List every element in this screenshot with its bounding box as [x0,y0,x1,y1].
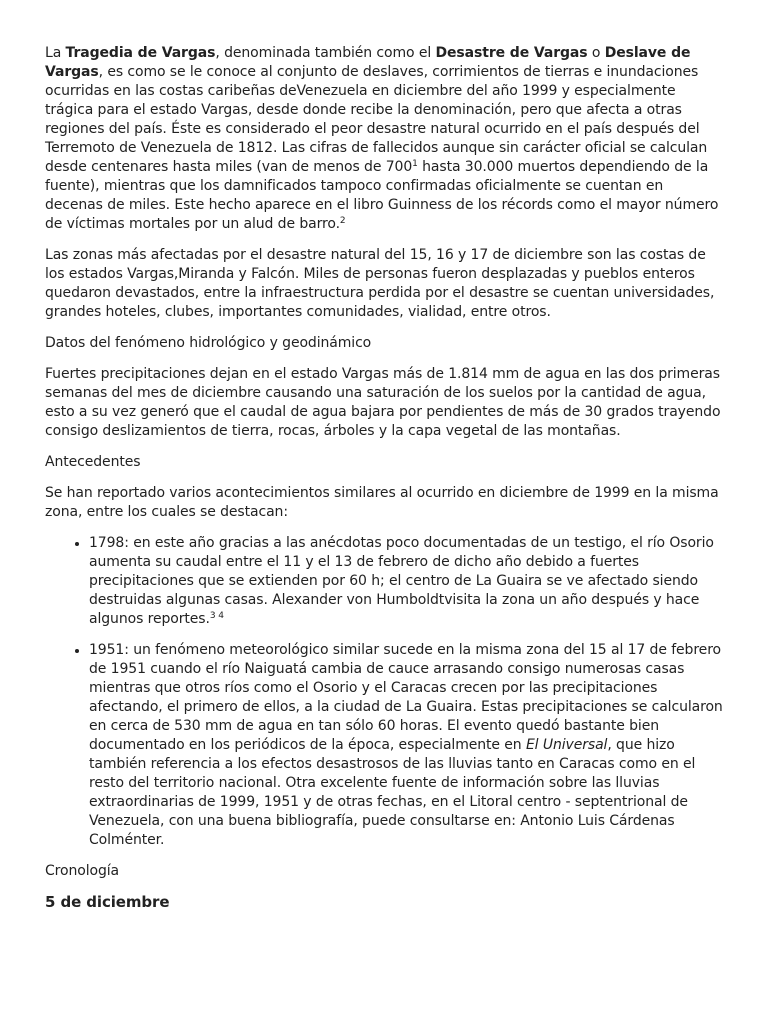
intro-text-4: , es como se le conoce al conjunto de deslaves, corrimientos de tierras e inundaciones ocurridas en las costas caribeñas deVenezuela en diciembre del año 1999 y especialmente trágica para el estado Vargas, desde donde recibe la denominación, pero que afecta a otras regiones del país. Éste es considerado el peor desastre natural ocurrido en el país después del Terremoto de Venezuela de 1812. Las cifras de fallecidos aunque sin carácter oficial se calculan desde centenares hasta miles (van de menos de 700 [45,64,708,175]
list-item-1951-text-1: 1951: un fenómeno meteorológico similar sucede en la misma zona del 15 al 17 de febrero de 1951 cuando el río Naiguatá cambia de cauce arrasando consigo numerosas casas mientras que otros ríos como el Osorio y el Caracas crecen por las precipitaciones afectando, el primero de ellos, a la ciudad de La Guaira. Estas precipitaciones se calcularon en cerca de 530 mm de agua en tan sólo 60 horas. El evento quedó bastante bien documentado en los periódicos de la época, especialmente en [89,642,723,753]
datos-paragraph: Fuertes precipitaciones dejan en el estado Vargas más de 1.814 mm de agua en las dos primeras semanas del mes de diciembre causando una saturación de los suelos por la cantidad de agua, esto a su vez generó que el caudal de agua bajara por pendientes de más de 30 grados trayendo consigo deslizamientos de tierra, rocas, árboles y la capa vegetal de las montañas. [45,366,721,439]
list-item-1951-text-2: , que hizo también referencia a los efectos desastrosos de las lluvias tanto en Caracas como en el resto del territorio nacional. Otra excelente fuente de información sobre las lluvias extraordinarias de 1999, 1951 y de otras fechas, en el Litoral centro - septentrional de Venezuela, con una buena bibliografía, puede consultarse en: Antonio Luis Cárdenas Colménter. [89,737,696,848]
footnote-ref-2: 2 [339,216,346,226]
antecedentes-list [45,534,725,850]
list-item-1798-text: 1798: en este año gracias a las anécdotas poco documentadas de un testigo, el río Osorio aumenta su caudal entre el 11 y el 13 de febrero de dicho año debido a fuertes precipitaciones que se extienden por 60 h; el centro de La Guaira se ve afectado siendo destruidas algunas casas. Alexander von Humboldtvisita la zona un año después y hace algunos reportes. [89,535,714,627]
zones-paragraph: Las zonas más afectadas por el desastre natural del 15, 16 y 17 de diciembre son las costas de los estados Vargas,Miranda y Falcón. Miles de personas fueron desplazadas y pueblos enteros quedaron devastados, entre la infraestructura perdida por el desastre se cuentan universidades, grandes hoteles, clubes, importantes comunidades, vialidad, entre otros. [45,247,715,320]
list-item-1798 [89,534,725,629]
intro-text-2: , denominada también como el [215,45,436,61]
intro-text-5: hasta 30.000 muertos dependiendo de la fuente), mientras que los damnificados tampoco confirmadas oficialmente se cuentan en decenas de miles. Este hecho aparece en el libro Guinness de los récords como el mayor número de víctimas mortales por un alud de barro. [45,159,719,232]
heading-cronologia: Cronología [45,863,120,879]
antecedentes-paragraph: Se han reportado varios acontecimientos similares al ocurrido en diciembre de 1999 en la misma zona, entre los cuales se destacan: [45,485,719,520]
list-item-1951 [89,641,725,850]
footnote-ref-1: 1 [412,159,418,169]
el-universal-italic: El Universal [525,737,608,753]
intro-text-1: La [45,45,66,61]
intro-bold-tragedia: Tragedia de Vargas [65,45,216,61]
intro-bold-deslave: Deslave de Vargas [45,45,691,80]
intro-text-3: o [587,45,605,61]
heading-datos: Datos del fenómeno hidrológico y geodinámico [45,335,372,351]
intro-paragraph [45,44,725,234]
heading-5-diciembre: 5 de diciembre [45,893,170,911]
heading-antecedentes: Antecedentes [45,454,141,470]
footnote-ref-3-4: 3 4 [209,611,224,621]
document-page [45,44,725,924]
intro-bold-desastre: Desastre de Vargas [435,45,588,61]
